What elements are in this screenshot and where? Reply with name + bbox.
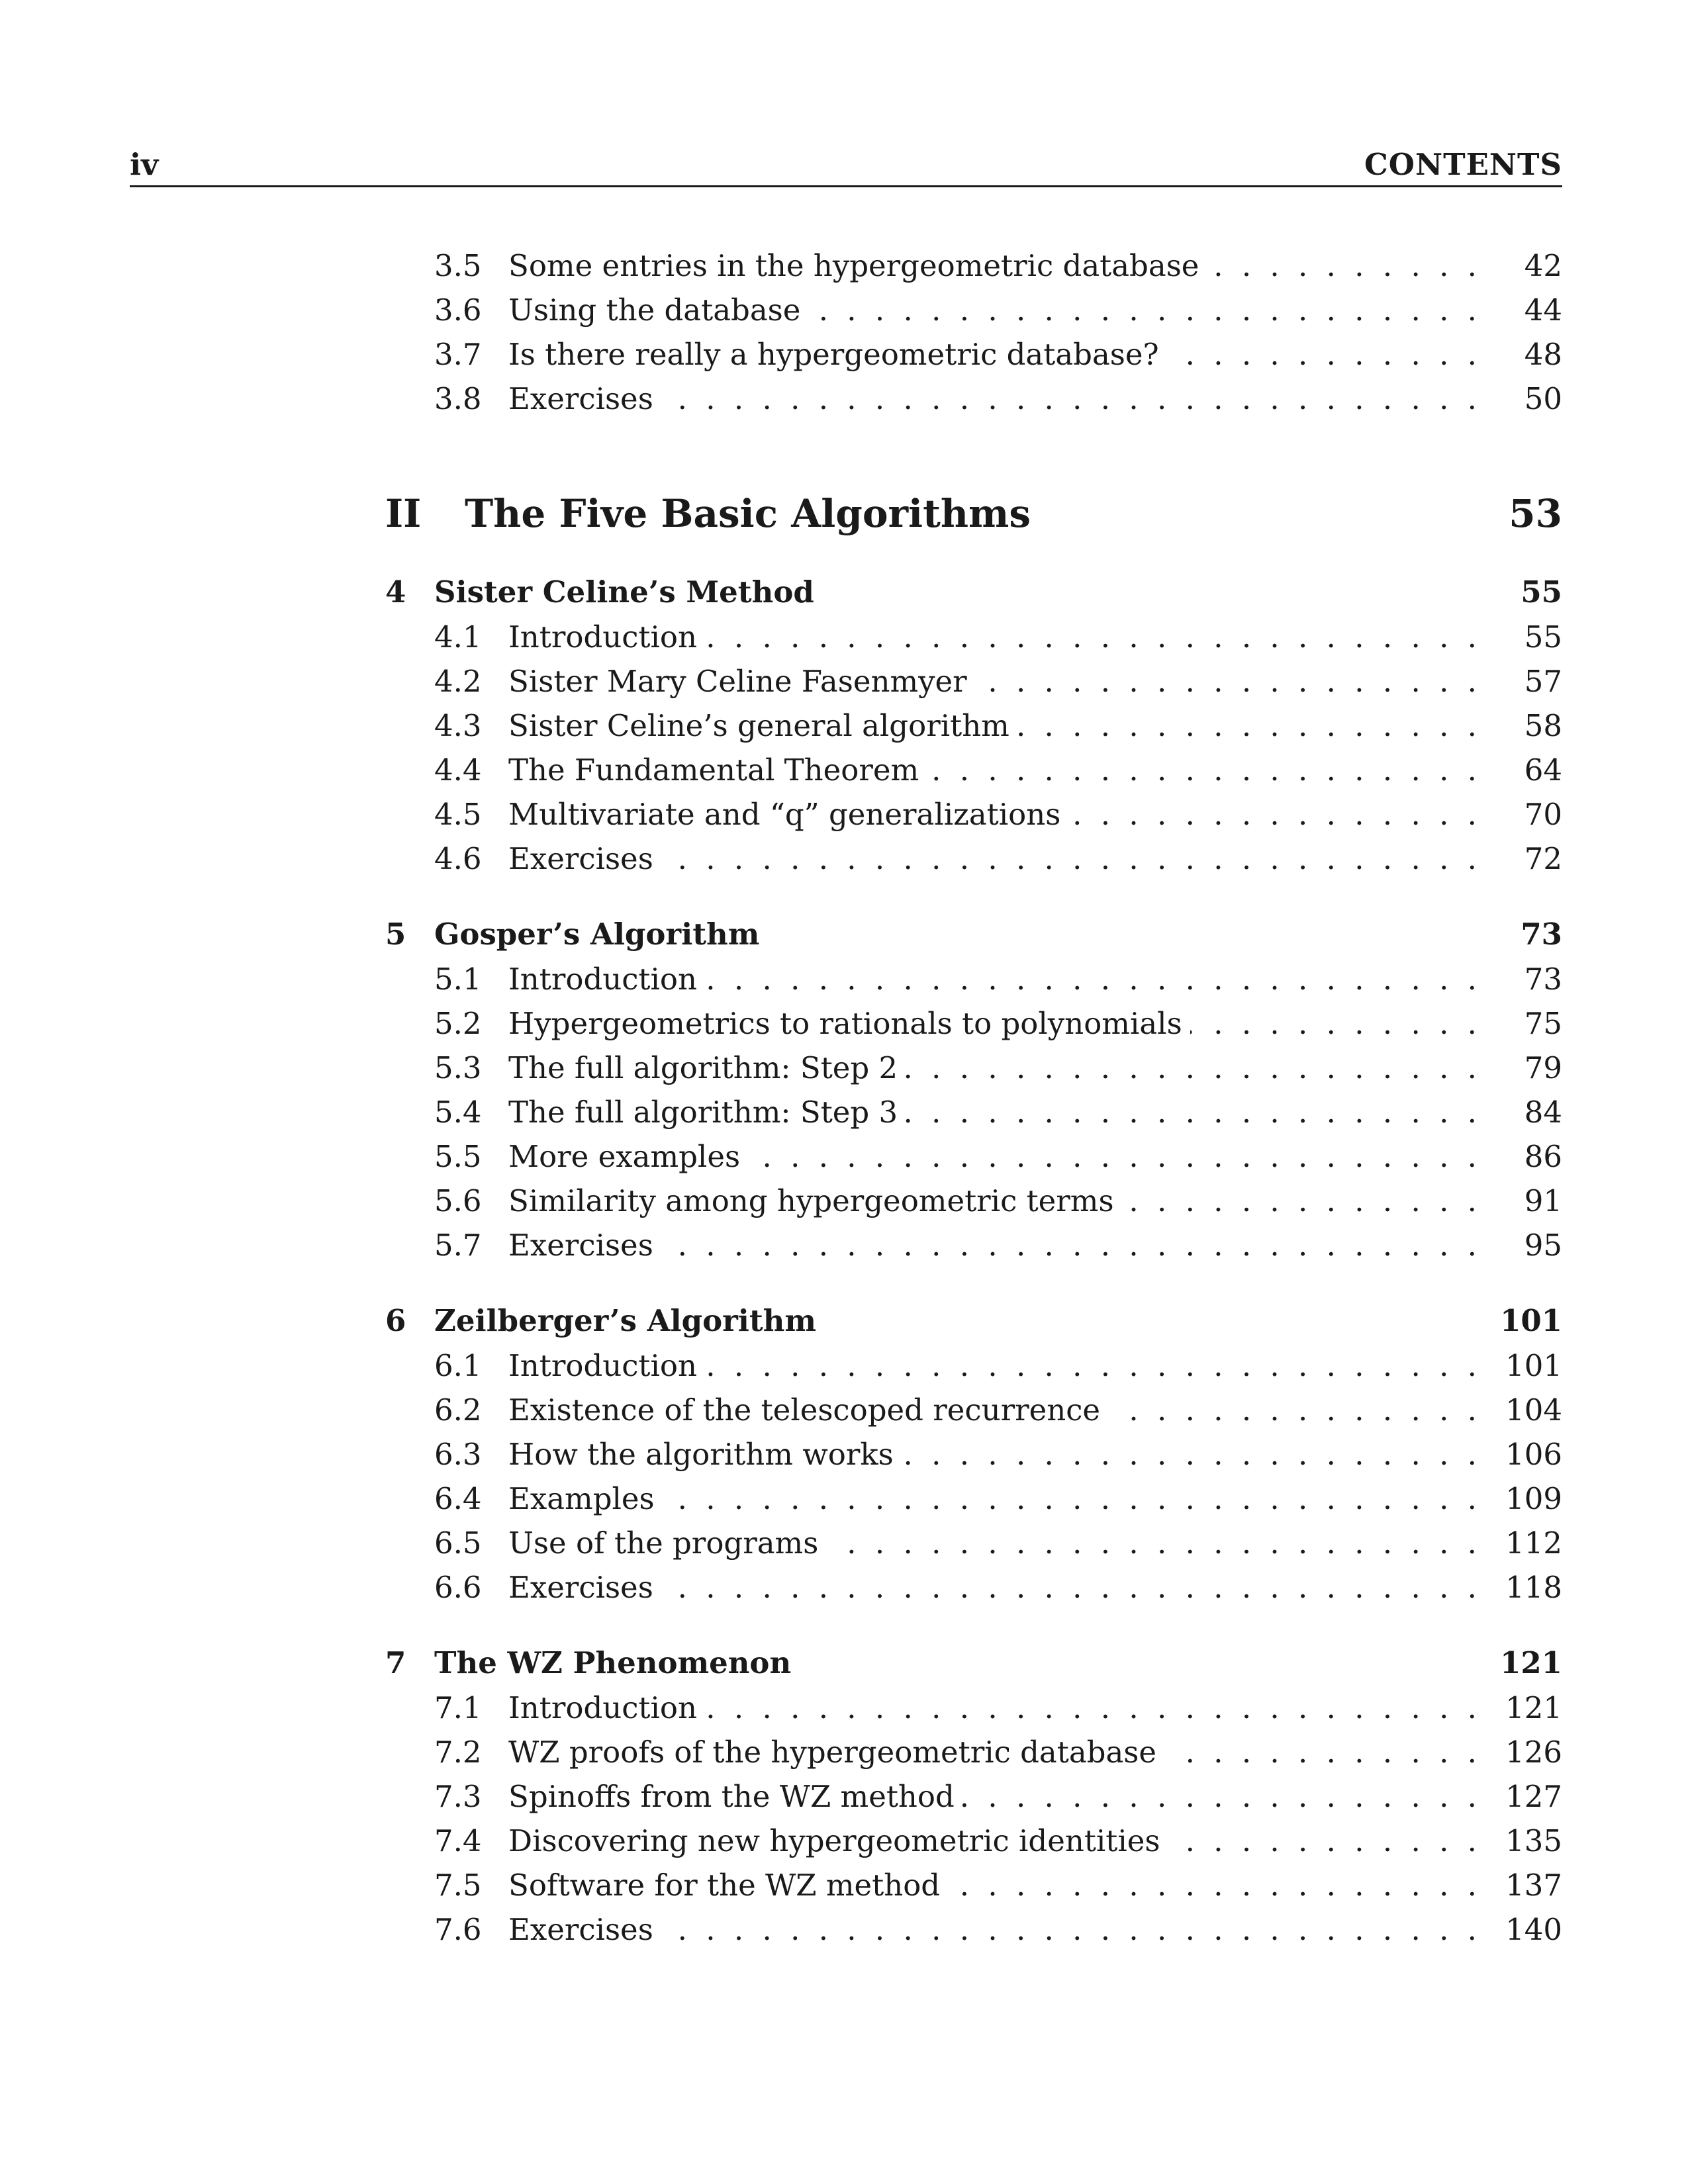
section-page: 106 bbox=[1505, 1437, 1562, 1472]
section-title: More examples bbox=[508, 1137, 748, 1177]
section-number: 4.4 bbox=[434, 752, 482, 788]
chapter-title: Zeilberger’s Algorithm bbox=[434, 1303, 817, 1338]
section-page: 44 bbox=[1524, 293, 1562, 328]
section-page: 73 bbox=[1524, 962, 1562, 997]
section-number: 7.4 bbox=[434, 1823, 482, 1858]
section-title: Examples bbox=[508, 1479, 663, 1519]
section-title: Is there really a hypergeometric database? bbox=[508, 335, 1167, 375]
section-title: Using the database bbox=[508, 291, 808, 330]
chapter-title: Gosper’s Algorithm bbox=[434, 917, 760, 952]
part-number: II bbox=[385, 491, 422, 536]
toc-section-entry[interactable] bbox=[434, 1479, 1562, 1519]
toc-section-entry[interactable] bbox=[434, 1093, 1562, 1132]
section-title: Introduction bbox=[508, 1346, 705, 1386]
section-page: 101 bbox=[1505, 1348, 1562, 1383]
section-title: Some entries in the hypergeometric database bbox=[508, 246, 1207, 286]
toc-section-entry[interactable] bbox=[434, 335, 1562, 375]
section-number: 7.6 bbox=[434, 1912, 482, 1947]
toc-section-entry[interactable] bbox=[434, 1004, 1562, 1044]
part-title: The Five Basic Algorithms bbox=[465, 491, 1031, 536]
section-number: 6.2 bbox=[434, 1392, 482, 1428]
section-number: 6.1 bbox=[434, 1348, 482, 1383]
toc-section-entry[interactable] bbox=[434, 1435, 1562, 1475]
toc-section-entry[interactable] bbox=[434, 1226, 1562, 1265]
section-title: Exercises bbox=[508, 379, 661, 419]
chapter-title: The WZ Phenomenon bbox=[434, 1645, 792, 1680]
section-number: 7.1 bbox=[434, 1690, 482, 1725]
section-number: 7.2 bbox=[434, 1735, 482, 1770]
section-number: 3.6 bbox=[434, 293, 482, 328]
section-page: 42 bbox=[1524, 248, 1562, 283]
toc-chapter-entry[interactable] bbox=[385, 1301, 1562, 1341]
section-title: The full algorithm: Step 3 bbox=[508, 1093, 906, 1132]
section-page: 91 bbox=[1524, 1183, 1562, 1218]
section-page: 137 bbox=[1505, 1868, 1562, 1903]
toc-section-entry[interactable] bbox=[434, 1390, 1562, 1430]
section-number: 3.8 bbox=[434, 381, 482, 416]
section-number: 3.7 bbox=[434, 337, 482, 372]
toc-section-entry[interactable] bbox=[434, 1137, 1562, 1177]
toc-section-entry[interactable] bbox=[434, 246, 1562, 286]
section-number: 7.3 bbox=[434, 1779, 482, 1814]
section-page: 135 bbox=[1505, 1823, 1562, 1858]
section-title: Introduction bbox=[508, 617, 705, 657]
running-title: CONTENTS bbox=[1364, 147, 1562, 182]
section-page: 112 bbox=[1505, 1525, 1562, 1561]
toc-section-entry[interactable] bbox=[434, 617, 1562, 657]
section-number: 4.6 bbox=[434, 841, 482, 876]
section-number: 7.5 bbox=[434, 1868, 482, 1903]
chapter-page: 55 bbox=[1521, 574, 1562, 610]
section-page: 55 bbox=[1524, 619, 1562, 655]
section-title: Exercises bbox=[508, 1226, 661, 1265]
chapter-number: 6 bbox=[385, 1303, 406, 1338]
section-page: 121 bbox=[1505, 1690, 1562, 1725]
chapter-number: 4 bbox=[385, 574, 406, 610]
section-title: Spinoffs from the WZ method bbox=[508, 1777, 962, 1817]
section-page: 118 bbox=[1505, 1570, 1562, 1605]
section-title: Existence of the telescoped recurrence bbox=[508, 1390, 1108, 1430]
section-number: 6.4 bbox=[434, 1481, 482, 1516]
toc-section-entry[interactable] bbox=[434, 751, 1562, 790]
section-page: 104 bbox=[1505, 1392, 1562, 1428]
section-page: 48 bbox=[1524, 337, 1562, 372]
section-title: Exercises bbox=[508, 1910, 661, 1950]
section-page: 86 bbox=[1524, 1139, 1562, 1174]
chapter-page: 101 bbox=[1500, 1303, 1562, 1338]
section-page: 72 bbox=[1524, 841, 1562, 876]
toc-section-entry[interactable] bbox=[434, 1346, 1562, 1386]
toc-chapter-entry[interactable] bbox=[385, 1643, 1562, 1683]
section-title: How the algorithm works bbox=[508, 1435, 902, 1475]
section-title: Introduction bbox=[508, 960, 705, 999]
page-folio: iv bbox=[130, 147, 159, 182]
section-number: 3.5 bbox=[434, 248, 482, 283]
section-number: 5.5 bbox=[434, 1139, 482, 1174]
section-title: Exercises bbox=[508, 839, 661, 879]
section-number: 5.2 bbox=[434, 1006, 482, 1041]
section-page: 57 bbox=[1524, 664, 1562, 699]
chapter-number: 5 bbox=[385, 917, 406, 952]
section-title: Similarity among hypergeometric terms bbox=[508, 1181, 1122, 1221]
toc-section-entry[interactable] bbox=[434, 291, 1562, 330]
section-number: 6.5 bbox=[434, 1525, 482, 1561]
section-number: 4.2 bbox=[434, 664, 482, 699]
part-page: 53 bbox=[1509, 491, 1562, 536]
chapter-number: 7 bbox=[385, 1645, 406, 1680]
section-page: 127 bbox=[1505, 1779, 1562, 1814]
toc-section-entry[interactable] bbox=[434, 379, 1562, 419]
toc-section-entry[interactable] bbox=[434, 1777, 1562, 1817]
section-title: The Fundamental Theorem bbox=[508, 751, 927, 790]
section-page: 50 bbox=[1524, 381, 1562, 416]
toc-part-entry[interactable] bbox=[385, 488, 1562, 539]
toc-section-entry[interactable] bbox=[434, 1821, 1562, 1861]
section-page: 79 bbox=[1524, 1050, 1562, 1085]
toc-section-entry[interactable] bbox=[434, 1866, 1562, 1905]
section-number: 4.1 bbox=[434, 619, 482, 655]
toc-chapter-entry[interactable] bbox=[385, 915, 1562, 954]
section-title: Multivariate and “q” generalizations bbox=[508, 795, 1068, 835]
toc-section-entry[interactable] bbox=[434, 1733, 1562, 1772]
toc-section-entry[interactable] bbox=[434, 839, 1562, 879]
chapter-title: Sister Celine’s Method bbox=[434, 574, 814, 610]
section-page: 58 bbox=[1524, 708, 1562, 743]
toc-section-entry[interactable] bbox=[434, 1181, 1562, 1221]
section-page: 126 bbox=[1505, 1735, 1562, 1770]
section-title: Sister Mary Celine Fasenmyer bbox=[508, 662, 975, 702]
toc-section-entry[interactable] bbox=[434, 662, 1562, 702]
section-title: Discovering new hypergeometric identities bbox=[508, 1821, 1168, 1861]
section-page: 75 bbox=[1524, 1006, 1562, 1041]
section-number: 5.6 bbox=[434, 1183, 482, 1218]
toc-section-entry[interactable] bbox=[434, 1910, 1562, 1950]
section-title: Use of the programs bbox=[508, 1524, 826, 1563]
section-number: 4.3 bbox=[434, 708, 482, 743]
toc-chapter-entry[interactable] bbox=[385, 572, 1562, 612]
toc-section-entry[interactable] bbox=[434, 1048, 1562, 1088]
toc-section-entry[interactable] bbox=[434, 1568, 1562, 1608]
chapter-page: 73 bbox=[1521, 917, 1562, 952]
section-number: 5.7 bbox=[434, 1228, 482, 1263]
section-page: 95 bbox=[1524, 1228, 1562, 1263]
section-page: 64 bbox=[1524, 752, 1562, 788]
section-number: 5.4 bbox=[434, 1095, 482, 1130]
section-number: 5.1 bbox=[434, 962, 482, 997]
section-number: 5.3 bbox=[434, 1050, 482, 1085]
section-title: WZ proofs of the hypergeometric database bbox=[508, 1733, 1164, 1772]
section-number: 6.6 bbox=[434, 1570, 482, 1605]
toc-section-entry[interactable] bbox=[434, 706, 1562, 746]
section-page: 70 bbox=[1524, 797, 1562, 832]
section-page: 109 bbox=[1505, 1481, 1562, 1516]
section-title: Hypergeometrics to rationals to polynomials bbox=[508, 1004, 1190, 1044]
section-number: 6.3 bbox=[434, 1437, 482, 1472]
chapter-page: 121 bbox=[1500, 1645, 1562, 1680]
running-header bbox=[130, 140, 1562, 187]
section-title: Sister Celine’s general algorithm bbox=[508, 706, 1017, 746]
section-title: Software for the WZ method bbox=[508, 1866, 948, 1905]
section-title: Exercises bbox=[508, 1568, 661, 1608]
toc-section-entry[interactable] bbox=[434, 960, 1562, 999]
section-number: 4.5 bbox=[434, 797, 482, 832]
section-page: 140 bbox=[1505, 1912, 1562, 1947]
section-title: The full algorithm: Step 2 bbox=[508, 1048, 906, 1088]
section-title: Introduction bbox=[508, 1688, 705, 1728]
section-page: 84 bbox=[1524, 1095, 1562, 1130]
toc-section-entry[interactable] bbox=[434, 1524, 1562, 1563]
toc-section-entry[interactable] bbox=[434, 1688, 1562, 1728]
toc-section-entry[interactable] bbox=[434, 795, 1562, 835]
